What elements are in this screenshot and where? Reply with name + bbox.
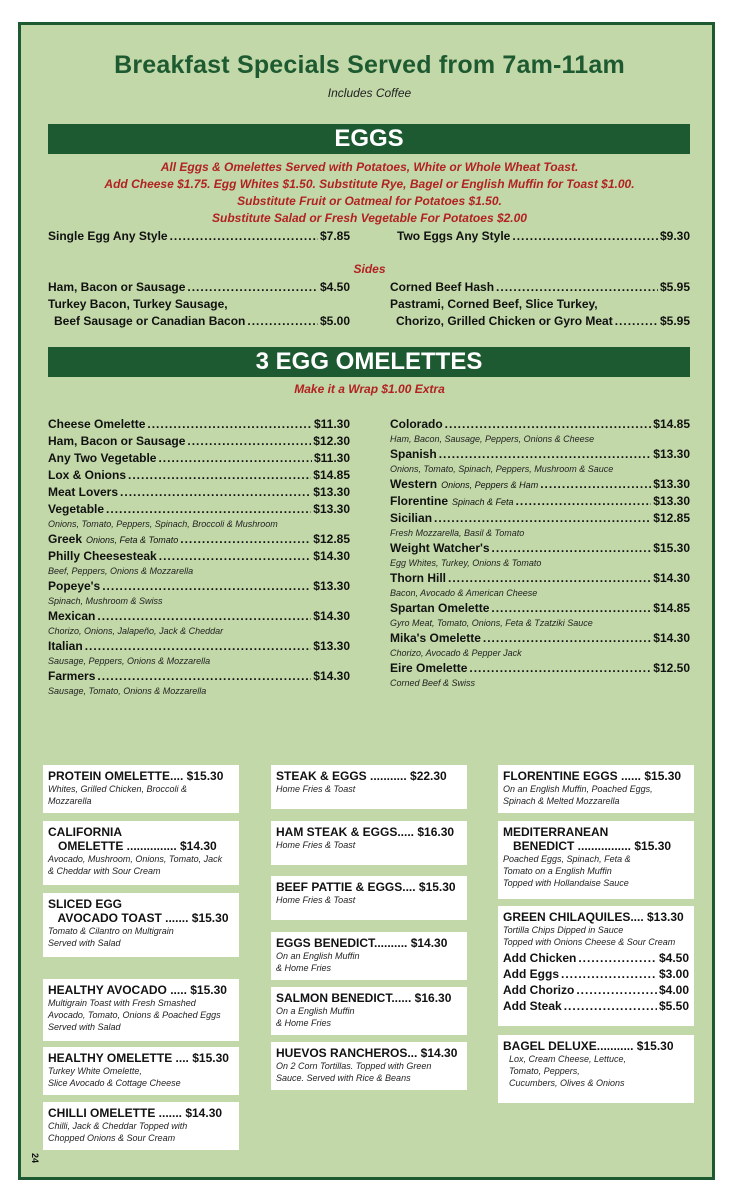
special-box: [271, 765, 467, 809]
item-name: Greek: [48, 532, 83, 546]
special-title-line2: BENEDICT ................ $15.30: [503, 839, 672, 853]
item-price: $12.85: [653, 511, 690, 525]
menu-item: [397, 229, 690, 243]
item-price: $13.30: [313, 502, 350, 516]
special-box: [271, 1042, 467, 1090]
special-box: [498, 1035, 694, 1103]
special-desc: On an English Muffin: [276, 951, 360, 961]
special-title: CHILLI OMELETTE ....... $14.30: [48, 1106, 223, 1120]
item-name: Florentine: [390, 494, 449, 508]
item-price: $14.30: [653, 571, 690, 585]
item-description: Gyro Meat, Tomato, Onions, Feta & Tzatziki Sauce: [390, 618, 593, 628]
omelette-item: [48, 669, 350, 683]
item-name: Spanish: [390, 447, 437, 461]
eggs-heading: EGGS: [48, 124, 690, 154]
special-desc: Sauce. Served with Rice & Beans: [276, 1073, 411, 1083]
special-box: [498, 765, 694, 813]
omelette-item: [390, 494, 690, 508]
special-desc: Turkey White Omelette,: [48, 1066, 142, 1076]
special-desc: On 2 Corn Tortillas. Topped with Green: [276, 1061, 432, 1071]
item-price: $11.30: [313, 451, 350, 465]
item-description: Chorizo, Onions, Jalapeño, Jack & Cheddar: [48, 626, 224, 636]
item-name: Mexican: [48, 609, 96, 623]
item-name: Popeye's: [48, 579, 101, 593]
item-description: Fresh Mozzarella, Basil & Tomato: [390, 528, 525, 538]
eggs-note: All Eggs & Omelettes Served with Potatoes, White or Whole Wheat Toast.: [160, 160, 579, 174]
item-description: Beef, Peppers, Onions & Mozzarella: [48, 566, 194, 576]
item-description: Sausage, Tomato, Onions & Mozzarella: [48, 686, 207, 696]
item-price: $12.50: [653, 661, 690, 675]
omelette-item: [48, 451, 350, 465]
item-price: $14.30: [313, 549, 350, 563]
omelette-item: [390, 601, 690, 615]
special-title: BEEF PATTIE & EGGS.... $15.30: [276, 880, 456, 894]
omelettes-heading: 3 EGG OMELETTES: [48, 347, 690, 377]
special-title: MEDITERRANEAN: [503, 825, 609, 839]
addon-price: $4.50: [658, 951, 689, 965]
item-name: Lox & Onions: [48, 468, 126, 482]
item-name: Mika's Omelette: [390, 631, 481, 645]
omelette-item: [48, 417, 350, 431]
special-box: [498, 821, 694, 899]
item-price: $9.30: [659, 229, 690, 243]
omelette-item: [48, 639, 350, 653]
eggs-note: Add Cheese $1.75. Egg Whites $1.50. Substitute Rye, Bagel or English Muffin for Toast $1.00.: [104, 177, 635, 191]
special-desc: Home Fries & Toast: [276, 784, 356, 794]
special-desc: Multigrain Toast with Fresh Smashed: [48, 998, 196, 1008]
item-name: Ham, Bacon or Sausage: [48, 434, 186, 448]
item-description: Spinach, Mushroom & Swiss: [48, 596, 163, 606]
special-desc: Topped with Hollandaise Sauce: [503, 878, 629, 888]
item-name: Beef Sausage or Canadian Bacon: [54, 314, 246, 328]
special-box: [271, 932, 467, 980]
addon-name: Add Eggs: [503, 967, 559, 981]
addon-name: Add Chicken: [503, 951, 577, 965]
menu-page: [18, 22, 715, 1180]
item-price: $15.30: [653, 541, 690, 555]
omelette-item: [390, 447, 690, 461]
item-name: Spartan Omelette: [390, 601, 490, 615]
item-price: $14.85: [653, 417, 690, 431]
item-name: Sicilian: [390, 511, 433, 525]
special-desc: & Home Fries: [276, 963, 332, 973]
item-price: $5.95: [659, 314, 690, 328]
omelette-item: [390, 571, 690, 585]
special-box: [43, 1102, 239, 1150]
special-desc: Tortilla Chips Dipped in Sauce: [503, 925, 624, 935]
special-box: [43, 893, 239, 957]
item-name: Ham, Bacon or Sausage: [48, 280, 186, 294]
eggs-note: Substitute Fruit or Oatmeal for Potatoes $1.50.: [237, 194, 502, 208]
side-item: [48, 280, 350, 294]
special-title: HUEVOS RANCHEROS... $14.30: [276, 1046, 458, 1060]
item-name: Two Eggs Any Style: [397, 229, 511, 243]
eggs-note: Substitute Salad or Fresh Vegetable For Potatoes $2.00: [212, 211, 527, 225]
omelettes-note: Make it a Wrap $1.00 Extra: [294, 382, 445, 396]
side-item-line: Pastrami, Corned Beef, Slice Turkey,: [390, 297, 598, 311]
item-name: Corned Beef Hash: [390, 280, 495, 294]
addon-price: $5.50: [658, 999, 689, 1013]
omelette-item: [390, 541, 690, 555]
special-desc: Cucumbers, Olives & Onions: [509, 1078, 625, 1088]
special-title: HEALTHY AVOCADO ..... $15.30: [48, 983, 227, 997]
addon-item: [503, 967, 689, 981]
special-title: STEAK & EGGS ........... $22.30: [276, 769, 447, 783]
special-box: [43, 979, 239, 1041]
special-title: SALMON BENEDICT...... $16.30: [276, 991, 452, 1005]
special-desc: Spinach & Melted Mozzarella: [503, 796, 620, 806]
special-title: HEALTHY OMELETTE .... $15.30: [48, 1051, 229, 1065]
item-price: $14.30: [313, 609, 350, 623]
omelette-item: [48, 532, 350, 546]
special-desc: Whites, Grilled Chicken, Broccoli &: [48, 784, 188, 794]
addon-price: $3.00: [658, 967, 689, 981]
omelette-item: [390, 477, 690, 491]
item-price: $13.30: [653, 447, 690, 461]
special-title-line2: OMELETTE ............... $14.30: [48, 839, 217, 853]
item-price: $13.30: [313, 485, 350, 499]
special-desc: Tomato, Peppers,: [509, 1066, 580, 1076]
item-name: Colorado: [390, 417, 443, 431]
addon-item: [503, 951, 689, 965]
omelette-item: [48, 579, 350, 593]
special-desc: Chopped Onions & Sour Cream: [48, 1133, 176, 1143]
side-item-line: Turkey Bacon, Turkey Sausage,: [48, 297, 228, 311]
special-title: EGGS BENEDICT.......... $14.30: [276, 936, 448, 950]
special-desc: On a English Muffin: [276, 1006, 355, 1016]
item-name: Eire Omelette: [390, 661, 468, 675]
special-desc: Slice Avocado & Cottage Cheese: [48, 1078, 181, 1088]
special-title: BAGEL DELUXE........... $15.30: [503, 1039, 674, 1053]
item-name: Farmers: [48, 669, 96, 683]
special-desc: On an English Muffin, Poached Eggs,: [503, 784, 653, 794]
item-price: $5.00: [319, 314, 350, 328]
omelette-item: [390, 631, 690, 645]
item-price: $13.30: [653, 477, 690, 491]
item-description: Onions, Tomato, Peppers, Spinach, Broccoli & Mushroom: [48, 519, 278, 529]
addon-name: Add Chorizo: [503, 983, 575, 997]
special-desc: Mozzarella: [48, 796, 92, 806]
item-inline-desc: Onions, Peppers & Ham: [441, 480, 539, 490]
menu-item: [48, 229, 350, 243]
side-item: [396, 314, 690, 328]
special-box: [498, 906, 694, 1026]
special-desc: & Cheddar with Sour Cream: [48, 866, 161, 876]
addon-price: $4.00: [658, 983, 689, 997]
item-price: $5.95: [659, 280, 690, 294]
sides-label: Sides: [353, 262, 386, 276]
special-desc: Lox, Cream Cheese, Lettuce,: [509, 1054, 627, 1064]
special-desc: Tomato & Cilantro on Multigrain: [48, 926, 174, 936]
special-desc: Tomato on a English Muffin: [503, 866, 612, 876]
special-title-line2: AVOCADO TOAST ....... $15.30: [48, 911, 229, 925]
special-desc: Home Fries & Toast: [276, 840, 356, 850]
special-box: [271, 987, 467, 1035]
omelette-item: [48, 485, 350, 499]
special-box: [271, 876, 467, 920]
special-desc: Home Fries & Toast: [276, 895, 356, 905]
item-price: $14.85: [653, 601, 690, 615]
special-title: SLICED EGG: [48, 897, 123, 911]
special-title: CALIFORNIA: [48, 825, 122, 839]
special-desc: Poached Eggs, Spinach, Feta &: [503, 854, 631, 864]
item-description: Ham, Bacon, Sausage, Peppers, Onions & Cheese: [390, 434, 595, 444]
item-description: Corned Beef & Swiss: [390, 678, 476, 688]
item-price: $13.30: [313, 639, 350, 653]
omelette-item: [390, 417, 690, 431]
item-name: Cheese Omelette: [48, 417, 146, 431]
item-name: Chorizo, Grilled Chicken or Gyro Meat: [396, 314, 613, 328]
item-price: $12.30: [313, 434, 350, 448]
side-item: [54, 314, 350, 328]
item-name: Philly Cheesesteak: [48, 549, 157, 563]
item-price: $13.30: [653, 494, 690, 508]
omelette-item: [48, 502, 350, 516]
menu-subtitle: Includes Coffee: [327, 86, 412, 100]
special-box: [43, 821, 239, 885]
addon-name: Add Steak: [503, 999, 562, 1013]
omelette-item: [48, 434, 350, 448]
item-inline-desc: Onions, Feta & Tomato: [86, 535, 179, 545]
item-description: Chorizo, Avocado & Pepper Jack: [390, 648, 522, 658]
special-desc: Avocado, Mushroom, Onions, Tomato, Jack: [48, 854, 223, 864]
special-desc: Topped with Onions Cheese & Sour Cream: [503, 937, 676, 947]
page-number: 24: [30, 1152, 41, 1164]
special-desc: Served with Salad: [48, 1022, 121, 1032]
item-price: $12.85: [313, 532, 350, 546]
item-price: $14.30: [653, 631, 690, 645]
addon-item: [503, 999, 689, 1013]
menu-title: Breakfast Specials Served from 7am-11am: [114, 51, 625, 79]
special-box: [43, 765, 239, 813]
special-desc: Avocado, Tomato, Onions & Poached Eggs: [48, 1010, 221, 1020]
special-title: FLORENTINE EGGS ...... $15.30: [503, 769, 682, 783]
item-name: Single Egg Any Style: [48, 229, 168, 243]
special-title: HAM STEAK & EGGS..... $16.30: [276, 825, 455, 839]
item-name: Any Two Vegetable: [48, 451, 157, 465]
omelette-item: [390, 511, 690, 525]
item-description: Onions, Tomato, Spinach, Peppers, Mushroom & Sauce: [390, 464, 614, 474]
item-price: $13.30: [313, 579, 350, 593]
side-item: [390, 280, 690, 294]
item-price: $14.85: [313, 468, 350, 482]
item-name: Weight Watcher's: [390, 541, 490, 555]
special-desc: & Home Fries: [276, 1018, 332, 1028]
item-price: $7.85: [319, 229, 350, 243]
special-desc: Served with Salad: [48, 938, 121, 948]
item-inline-desc: Spinach & Feta: [452, 497, 514, 507]
special-title: GREEN CHILAQUILES.... $13.30: [503, 910, 684, 924]
omelette-item: [390, 661, 690, 675]
omelette-item: [48, 468, 350, 482]
item-description: Sausage, Peppers, Onions & Mozzarella: [48, 656, 211, 666]
item-name: Italian: [48, 639, 83, 653]
omelette-item: [48, 549, 350, 563]
omelette-item: [48, 609, 350, 623]
item-name: Western: [390, 477, 438, 491]
special-box: [271, 821, 467, 865]
item-name: Meat Lovers: [48, 485, 119, 499]
special-title: PROTEIN OMELETTE.... $15.30: [48, 769, 224, 783]
item-description: Bacon, Avocado & American Cheese: [390, 588, 538, 598]
item-price: $14.30: [313, 669, 350, 683]
item-price: $11.30: [313, 417, 350, 431]
special-box: [43, 1047, 239, 1095]
item-name: Vegetable: [48, 502, 105, 516]
item-price: $4.50: [319, 280, 350, 294]
addon-item: [503, 983, 689, 997]
item-description: Egg Whites, Turkey, Onions & Tomato: [390, 558, 542, 568]
item-name: Thorn Hill: [390, 571, 446, 585]
special-desc: Chilli, Jack & Cheddar Topped with: [48, 1121, 188, 1131]
